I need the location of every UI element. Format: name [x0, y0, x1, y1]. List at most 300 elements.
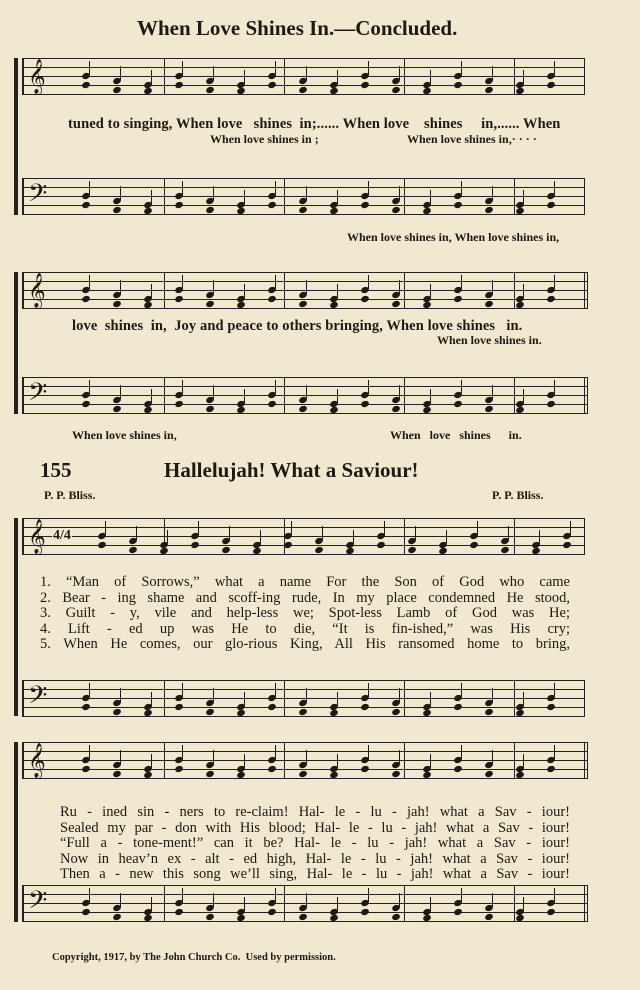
- note-stem: [368, 380, 369, 394]
- note-stem: [384, 521, 385, 535]
- note-stem: [570, 521, 571, 535]
- note-stem: [244, 754, 245, 768]
- note-head: [112, 85, 122, 93]
- note-stem: [554, 380, 555, 394]
- note-head: [562, 541, 572, 549]
- note-head: [391, 404, 401, 412]
- note-stem: [89, 181, 90, 195]
- system-brace: [14, 742, 18, 922]
- note-head: [174, 295, 184, 303]
- note-head: [190, 541, 200, 549]
- barline: [284, 272, 285, 309]
- note-head: [236, 771, 246, 779]
- hymn-number: 155: [40, 458, 72, 482]
- note-stem: [430, 389, 431, 403]
- note-stem: [213, 893, 214, 907]
- music-credit: P. P. Bliss.: [492, 488, 544, 502]
- verses-part2: [60, 805, 570, 883]
- note-stem: [539, 530, 540, 544]
- note-stem: [554, 888, 555, 902]
- note-stem: [492, 750, 493, 764]
- note-head: [391, 205, 401, 213]
- note-stem: [244, 692, 245, 706]
- barline: [284, 680, 285, 717]
- note-head: [236, 87, 246, 95]
- note-stem: [89, 61, 90, 75]
- note-stem: [275, 745, 276, 759]
- note-head: [267, 765, 277, 773]
- note-stem: [306, 688, 307, 702]
- note-stem: [337, 897, 338, 911]
- system-brace: [14, 518, 18, 716]
- note-stem: [306, 750, 307, 764]
- note-head: [236, 709, 246, 717]
- note-stem: [182, 275, 183, 289]
- note-stem: [275, 181, 276, 195]
- note-stem: [399, 385, 400, 399]
- note-head: [360, 908, 370, 916]
- barline: [404, 377, 405, 414]
- note-stem: [306, 66, 307, 80]
- note-head: [174, 765, 184, 773]
- note-stem: [399, 750, 400, 764]
- note-head: [267, 908, 277, 916]
- note-head: [81, 81, 91, 89]
- note-head: [205, 85, 215, 93]
- note-head: [314, 545, 324, 553]
- barline: [284, 377, 285, 414]
- note-head: [546, 908, 556, 916]
- note-head: [267, 295, 277, 303]
- note-stem: [368, 275, 369, 289]
- note-stem: [275, 275, 276, 289]
- note-head: [546, 765, 556, 773]
- note-stem: [182, 181, 183, 195]
- barline: [164, 885, 165, 922]
- note-stem: [291, 521, 292, 535]
- note-head: [422, 771, 432, 779]
- barline: [164, 272, 165, 309]
- treble-staff: [22, 272, 588, 309]
- note-stem: [399, 893, 400, 907]
- barline: [284, 742, 285, 779]
- note-stem: [523, 897, 524, 911]
- note-stem: [461, 181, 462, 195]
- note-stem: [523, 70, 524, 84]
- note-head: [174, 703, 184, 711]
- note-head: [391, 85, 401, 93]
- barline: [284, 885, 285, 922]
- note-stem: [275, 380, 276, 394]
- note-head: [81, 201, 91, 209]
- note-head: [236, 301, 246, 309]
- note-head: [97, 541, 107, 549]
- note-head: [236, 406, 246, 414]
- note-stem: [275, 888, 276, 902]
- barline: [284, 58, 285, 95]
- note-head: [546, 703, 556, 711]
- barline: [514, 885, 515, 922]
- echo-lyric: When love shines in,: [72, 428, 177, 442]
- note-stem: [461, 380, 462, 394]
- note-head: [252, 547, 262, 555]
- note-head: [236, 914, 246, 922]
- note-head: [112, 912, 122, 920]
- note-stem: [306, 893, 307, 907]
- bass-staff: [22, 178, 585, 215]
- barline: [404, 742, 405, 779]
- note-head: [453, 81, 463, 89]
- barline: [514, 680, 515, 717]
- note-stem: [492, 893, 493, 907]
- note-head: [422, 406, 432, 414]
- note-head: [143, 771, 153, 779]
- note-head: [422, 87, 432, 95]
- note-head: [391, 707, 401, 715]
- barline: [164, 58, 165, 95]
- note-head: [283, 541, 293, 549]
- note-head: [484, 299, 494, 307]
- barline: [514, 272, 515, 309]
- verse-line: “Full a - tone-ment!” can it be? Hal- le - lu - jah! what a Sav - iour!: [60, 835, 570, 851]
- note-stem: [151, 284, 152, 298]
- note-head: [143, 207, 153, 215]
- note-stem: [213, 186, 214, 200]
- note-head: [329, 771, 339, 779]
- note-stem: [368, 888, 369, 902]
- note-head: [329, 914, 339, 922]
- verse-line: 5. When He comes, our glo-rious King, All His ransomed home to bring,: [40, 636, 570, 652]
- note-head: [298, 299, 308, 307]
- note-stem: [89, 745, 90, 759]
- verse-line: 2. Bear - ing shame and scoff-ing rude, In my place condemned He stood,: [40, 589, 570, 606]
- note-stem: [337, 692, 338, 706]
- note-head: [112, 707, 122, 715]
- barline: [404, 680, 405, 717]
- bass-clef-icon: 𝄢: [28, 179, 48, 214]
- verse-line: Ru - ined sin - ners to re-claim! Hal- le - lu - jah! what a Sav - iour!: [60, 804, 570, 820]
- note-stem: [120, 688, 121, 702]
- note-stem: [430, 754, 431, 768]
- note-stem: [322, 526, 323, 540]
- note-head: [515, 406, 525, 414]
- note-head: [546, 400, 556, 408]
- note-stem: [182, 888, 183, 902]
- note-head: [515, 301, 525, 309]
- note-head: [329, 709, 339, 717]
- lyric-line: love shines in, Joy and peace to others bringing, When love shines in.: [72, 318, 523, 334]
- note-stem: [260, 530, 261, 544]
- note-stem: [337, 754, 338, 768]
- bass-clef-icon: 𝄢: [28, 681, 48, 716]
- note-head: [515, 207, 525, 215]
- note-head: [81, 765, 91, 773]
- note-head: [221, 545, 231, 553]
- echo-lyric: When love shines in,· · · ·: [407, 132, 537, 146]
- verse-line: Then a - new this song we’ll sing, Hal- le - lu - jah! what a Sav - iour!: [60, 866, 570, 882]
- note-head: [205, 404, 215, 412]
- note-stem: [492, 688, 493, 702]
- note-head: [546, 295, 556, 303]
- note-head: [81, 908, 91, 916]
- note-stem: [554, 275, 555, 289]
- note-head: [484, 85, 494, 93]
- note-stem: [244, 70, 245, 84]
- note-head: [391, 299, 401, 307]
- note-stem: [430, 190, 431, 204]
- note-head: [159, 547, 169, 555]
- note-head: [236, 207, 246, 215]
- note-head: [546, 81, 556, 89]
- note-stem: [337, 284, 338, 298]
- note-head: [515, 87, 525, 95]
- note-stem: [213, 385, 214, 399]
- note-head: [453, 703, 463, 711]
- note-stem: [492, 385, 493, 399]
- treble-staff: [22, 742, 588, 779]
- note-stem: [415, 526, 416, 540]
- treble-clef-icon: 𝄞: [28, 743, 46, 778]
- note-stem: [244, 389, 245, 403]
- note-stem: [89, 275, 90, 289]
- treble-clef-icon: 𝄞: [28, 273, 46, 308]
- note-head: [174, 81, 184, 89]
- note-head: [345, 547, 355, 555]
- system-brace: [14, 58, 18, 215]
- note-head: [484, 404, 494, 412]
- bass-staff: [22, 680, 585, 717]
- note-stem: [151, 897, 152, 911]
- page-title: When Love Shines In.—Concluded.: [137, 16, 458, 40]
- note-head: [298, 769, 308, 777]
- barline: [514, 742, 515, 779]
- note-stem: [275, 61, 276, 75]
- note-stem: [337, 190, 338, 204]
- note-head: [267, 400, 277, 408]
- note-stem: [461, 888, 462, 902]
- note-stem: [477, 521, 478, 535]
- note-stem: [120, 280, 121, 294]
- note-stem: [399, 66, 400, 80]
- echo-lyric: When love shines in.: [437, 333, 542, 347]
- note-stem: [523, 190, 524, 204]
- note-head: [205, 769, 215, 777]
- note-stem: [136, 526, 137, 540]
- words-credit: P. P. Bliss.: [44, 488, 96, 502]
- verse-line: Sealed my par - don with His blood; Hal- le - lu - jah! what a Sav - iour!: [60, 819, 570, 836]
- note-head: [360, 703, 370, 711]
- note-stem: [523, 284, 524, 298]
- note-head: [329, 207, 339, 215]
- note-head: [267, 703, 277, 711]
- note-head: [453, 765, 463, 773]
- note-stem: [399, 688, 400, 702]
- note-stem: [244, 897, 245, 911]
- note-stem: [306, 280, 307, 294]
- barline: [164, 178, 165, 215]
- note-head: [360, 295, 370, 303]
- note-head: [298, 404, 308, 412]
- note-head: [329, 406, 339, 414]
- note-stem: [368, 745, 369, 759]
- note-head: [205, 707, 215, 715]
- note-head: [484, 205, 494, 213]
- note-head: [298, 205, 308, 213]
- note-head: [484, 912, 494, 920]
- note-head: [484, 769, 494, 777]
- note-stem: [182, 683, 183, 697]
- note-head: [438, 547, 448, 555]
- treble-clef-icon: 𝄞: [28, 519, 46, 554]
- note-stem: [229, 526, 230, 540]
- note-head: [174, 908, 184, 916]
- note-head: [360, 81, 370, 89]
- note-head: [205, 299, 215, 307]
- note-head: [143, 406, 153, 414]
- note-head: [453, 295, 463, 303]
- note-head: [143, 709, 153, 717]
- note-stem: [492, 186, 493, 200]
- note-head: [112, 299, 122, 307]
- note-stem: [430, 692, 431, 706]
- note-stem: [337, 389, 338, 403]
- note-stem: [337, 70, 338, 84]
- note-head: [267, 81, 277, 89]
- barline: [404, 518, 405, 555]
- note-stem: [89, 888, 90, 902]
- note-stem: [508, 526, 509, 540]
- note-stem: [151, 190, 152, 204]
- note-stem: [430, 70, 431, 84]
- note-stem: [554, 181, 555, 195]
- note-head: [143, 914, 153, 922]
- note-head: [453, 908, 463, 916]
- note-stem: [105, 521, 106, 535]
- note-head: [329, 301, 339, 309]
- note-stem: [244, 284, 245, 298]
- note-head: [531, 547, 541, 555]
- note-head: [174, 201, 184, 209]
- note-head: [298, 85, 308, 93]
- note-stem: [306, 186, 307, 200]
- bass-staff: [22, 377, 588, 414]
- note-stem: [151, 692, 152, 706]
- note-head: [112, 205, 122, 213]
- note-stem: [446, 530, 447, 544]
- verse-line: 4. Lift - ed up was He to die, “It is fin-ished,” was His cry;: [40, 620, 570, 637]
- note-stem: [523, 754, 524, 768]
- echo-lyric: When love shines in, When love shines in,: [347, 230, 560, 244]
- note-head: [546, 201, 556, 209]
- note-stem: [120, 66, 121, 80]
- note-head: [391, 769, 401, 777]
- note-head: [422, 207, 432, 215]
- note-head: [391, 912, 401, 920]
- barline: [404, 885, 405, 922]
- note-head: [515, 709, 525, 717]
- time-signature: 4/4: [53, 528, 71, 543]
- note-stem: [430, 897, 431, 911]
- note-head: [422, 914, 432, 922]
- note-stem: [461, 275, 462, 289]
- note-stem: [89, 380, 90, 394]
- note-head: [360, 765, 370, 773]
- note-head: [422, 301, 432, 309]
- note-head: [407, 545, 417, 553]
- note-stem: [492, 66, 493, 80]
- note-head: [360, 201, 370, 209]
- note-stem: [523, 692, 524, 706]
- note-stem: [554, 61, 555, 75]
- barline: [404, 58, 405, 95]
- note-stem: [182, 380, 183, 394]
- note-stem: [368, 61, 369, 75]
- note-stem: [523, 389, 524, 403]
- note-stem: [167, 530, 168, 544]
- note-head: [422, 709, 432, 717]
- note-head: [205, 912, 215, 920]
- note-stem: [353, 530, 354, 544]
- barline: [514, 518, 515, 555]
- note-stem: [461, 745, 462, 759]
- note-stem: [368, 181, 369, 195]
- note-head: [298, 707, 308, 715]
- note-head: [112, 404, 122, 412]
- note-head: [360, 400, 370, 408]
- note-stem: [461, 683, 462, 697]
- note-head: [205, 205, 215, 213]
- bass-clef-icon: 𝄢: [28, 886, 48, 921]
- note-stem: [151, 70, 152, 84]
- note-stem: [554, 745, 555, 759]
- note-stem: [554, 683, 555, 697]
- note-stem: [198, 521, 199, 535]
- verse-line: 3. Guilt - y, vile and help-less we; Spot-less Lamb of God was He;: [40, 605, 570, 621]
- note-head: [81, 400, 91, 408]
- note-head: [143, 87, 153, 95]
- note-head: [515, 914, 525, 922]
- hymn-title: Hallelujah! What a Saviour!: [164, 458, 419, 482]
- note-stem: [275, 683, 276, 697]
- note-stem: [492, 280, 493, 294]
- note-stem: [368, 683, 369, 697]
- note-stem: [399, 186, 400, 200]
- note-head: [81, 295, 91, 303]
- note-head: [267, 201, 277, 209]
- note-stem: [151, 389, 152, 403]
- barline: [164, 742, 165, 779]
- note-head: [453, 400, 463, 408]
- note-stem: [213, 280, 214, 294]
- verse-line: 1. “Man of Sorrows,” what a name For the Son of God who came: [40, 574, 570, 590]
- note-head: [81, 703, 91, 711]
- note-head: [112, 769, 122, 777]
- note-head: [500, 545, 510, 553]
- bass-clef-icon: 𝄢: [28, 378, 48, 413]
- note-stem: [213, 688, 214, 702]
- barline: [514, 58, 515, 95]
- treble-clef-icon: 𝄞: [28, 59, 46, 94]
- note-stem: [244, 190, 245, 204]
- verse-line: Now in heav’n ex - alt - ed high, Hal- le - lu - jah! what a Sav - iour!: [60, 850, 570, 867]
- note-head: [298, 912, 308, 920]
- note-stem: [120, 750, 121, 764]
- echo-lyric: When love shines in.: [390, 428, 522, 442]
- note-head: [515, 771, 525, 779]
- note-stem: [182, 745, 183, 759]
- copyright-footer: Copyright, 1917, by The John Church Co. Used by permission.: [52, 952, 336, 963]
- barline: [404, 272, 405, 309]
